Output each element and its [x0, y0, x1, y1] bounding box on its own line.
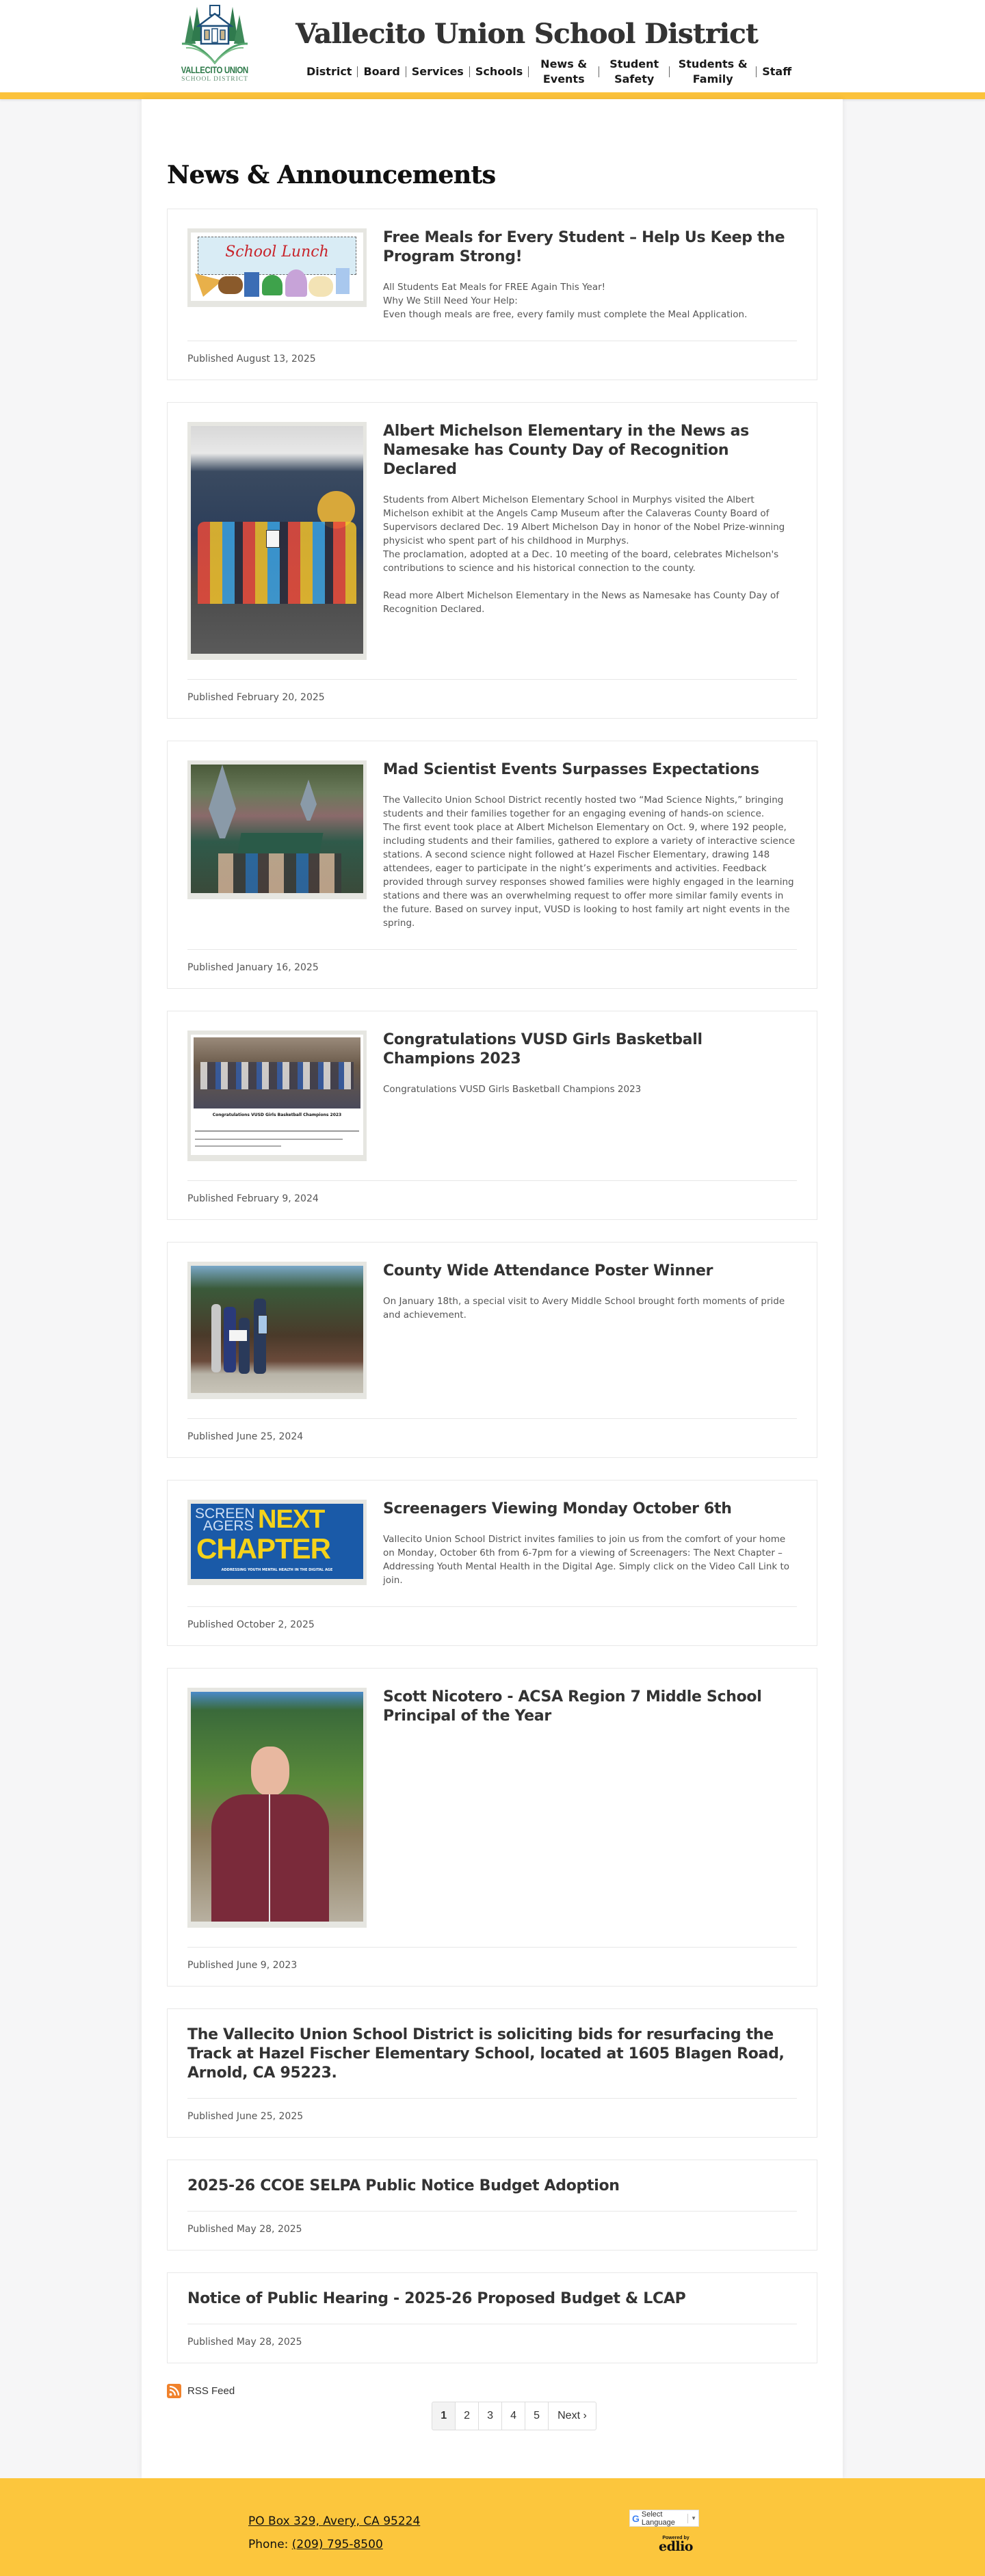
image-caption: School Lunch	[225, 243, 329, 261]
news-item	[167, 1242, 817, 1458]
poster-text: NEXT	[258, 1505, 325, 1534]
news-item	[167, 1668, 817, 1987]
summary-paragraph: On January 18th, a special visit to Avery Middle School brought forth moments of pride and achievement.	[383, 1296, 785, 1320]
summary-paragraph: The proclamation, adopted at a Dec. 10 meeting of the board, celebrates Michelson's contributions to science and his historical connection to the county.	[383, 549, 779, 574]
nav-students-family[interactable]: Students & Family	[678, 57, 748, 85]
news-title-link[interactable]: Notice of Public Hearing - 2025-26 Proposed Budget & LCAP	[187, 2290, 686, 2307]
publish-date: Published October 2, 2025	[187, 1619, 315, 1630]
pagination	[211, 2402, 817, 2430]
news-summary	[383, 793, 797, 930]
summary-line: Even though meals are free, every family must complete the Meal Application.	[383, 309, 748, 320]
publish-date: Published June 25, 2025	[187, 2111, 304, 2122]
rss-feed-link[interactable]	[167, 2384, 817, 2398]
phone-line	[248, 2538, 383, 2551]
news-title-link[interactable]: Congratulations VUSD Girls Basketball Champions 2023	[383, 1031, 702, 1067]
publish-date: Published February 9, 2024	[187, 1193, 319, 1204]
news-title-link[interactable]: Screenagers Viewing Monday October 6th	[383, 1500, 732, 1517]
image-caption: Congratulations VUSD Girls Basketball Champions 2023	[212, 1113, 342, 1117]
publish-date: Published May 28, 2025	[187, 2224, 302, 2235]
poster-winner-photo	[191, 1266, 363, 1393]
phone-label: Phone:	[248, 2538, 292, 2551]
rss-label: RSS Feed	[187, 2385, 235, 2397]
dropdown-arrow-icon: ▼	[691, 2515, 696, 2521]
page-5-button[interactable]: 5	[525, 2402, 549, 2430]
summary-line: All Students Eat Meals for FREE Again This Year!	[383, 282, 606, 293]
news-title-link[interactable]: County Wide Attendance Poster Winner	[383, 1262, 713, 1279]
nav-board[interactable]: Board	[363, 65, 400, 78]
principal-portrait	[191, 1692, 363, 1922]
news-item	[167, 2160, 817, 2250]
language-select-label: Select Language	[641, 2510, 675, 2527]
news-title-link[interactable]: Scott Nicotero - ACSA Region 7 Middle School Principal of the Year	[383, 1688, 762, 1725]
poster-text: CHAPTER	[196, 1532, 331, 1565]
news-title-link[interactable]: 2025-26 CCOE SELPA Public Notice Budget Adoption	[187, 2177, 620, 2194]
news-item	[167, 2008, 817, 2138]
news-item	[167, 1480, 817, 1646]
news-thumbnail[interactable]	[187, 760, 367, 899]
nav-district[interactable]: District	[306, 65, 352, 78]
news-thumbnail[interactable]	[187, 1500, 367, 1585]
publish-date: Published January 16, 2025	[187, 962, 319, 973]
news-item	[167, 1011, 817, 1220]
nav-schools[interactable]: Schools	[475, 65, 523, 78]
edlio-wordmark: edlio	[659, 2539, 693, 2554]
news-summary	[383, 1083, 797, 1096]
school-lunch-image	[191, 233, 363, 301]
page-title: News & Announcements	[167, 161, 496, 189]
page-2-button[interactable]: 2	[456, 2402, 479, 2430]
news-thumbnail[interactable]	[187, 1262, 367, 1399]
site-header	[0, 0, 985, 92]
summary-paragraph: The Vallecito Union School District recently hosted two “Mad Science Nights,” bringing students and their families together for an engaging evening of hands-on science.	[383, 795, 784, 819]
summary-line: Why We Still Need Your Help:	[383, 295, 518, 306]
news-thumbnail[interactable]	[187, 1031, 367, 1161]
news-title-link[interactable]: Free Meals for Every Student – Help Us Keep the Program Strong!	[383, 229, 785, 265]
news-thumbnail[interactable]	[187, 1688, 367, 1928]
district-logo[interactable]	[174, 1, 256, 89]
news-item	[167, 741, 817, 989]
poster-text: SCREEN	[195, 1506, 255, 1522]
news-title-link[interactable]: The Vallecito Union School District is soliciting bids for resurfacing the Track at Hazel Fischer Elementary School, located at 1605 Blagen Road, Arnold, CA 95223.	[187, 2026, 785, 2082]
publish-date: Published February 20, 2025	[187, 692, 325, 703]
publish-date: Published June 25, 2024	[187, 1431, 304, 1442]
next-page-button[interactable]: Next ›	[549, 2402, 596, 2430]
nav-services[interactable]: Services	[411, 65, 464, 78]
page-3-button[interactable]: 3	[479, 2402, 502, 2430]
site-title[interactable]: Vallecito Union School District	[296, 18, 758, 50]
news-summary	[383, 1294, 797, 1322]
summary-paragraph: Read more Albert Michelson Elementary in the News as Namesake has County Day of Recognition Declared.	[383, 590, 780, 615]
main-content	[142, 99, 843, 2478]
address-link[interactable]: PO Box 329, Avery, CA 95224	[248, 2514, 421, 2528]
main-nav	[301, 55, 797, 89]
news-thumbnail[interactable]	[187, 228, 367, 307]
publish-date: Published August 13, 2025	[187, 354, 316, 364]
news-title-link[interactable]: Mad Scientist Events Surpasses Expectations	[383, 761, 759, 778]
language-select[interactable]	[629, 2510, 699, 2527]
science-night-crowd-photo	[191, 765, 363, 893]
news-item	[167, 2272, 817, 2363]
rss-icon	[167, 2384, 181, 2398]
museum-group-photo	[191, 426, 363, 654]
summary-paragraph: Vallecito Union School District invites families to join us from the comfort of your home on Monday, October 6th from 6-7pm for a viewing of Screenagers: The Next Chapter – Addressing Youth Mental Health in the Digital Age. Simply click on the Video Call Link to join.	[383, 1534, 790, 1586]
news-item	[167, 402, 817, 719]
news-thumbnail[interactable]	[187, 422, 367, 660]
news-summary	[383, 493, 797, 616]
nav-staff[interactable]: Staff	[762, 65, 792, 78]
google-icon: G	[632, 2512, 640, 2524]
screenagers-poster	[191, 1504, 363, 1579]
summary-paragraph: The first event took place at Albert Michelson Elementary on Oct. 9, where 192 people, including students and their families, gathered to explore a variety of interactive science stations. A second science night followed at Hazel Fischer Elementary, drawing 148 attendees, eager to participate in the night’s experiments and activities. Feedback provided through survey responses showed families were highly engaged in the learning stations and there was an overwhelming request to offer more similar family events in the future. Based on survey input, VUSD is looking to host family art night events in the spring.	[383, 822, 796, 929]
powered-by-label: Powered by	[662, 2536, 690, 2540]
logo-text-primary: VALLECITO UNION	[181, 64, 249, 75]
divider	[687, 2514, 688, 2523]
poster-text: AGERS	[203, 1518, 254, 1534]
page-1-button[interactable]: 1	[432, 2402, 456, 2430]
basketball-team-photo	[191, 1035, 363, 1155]
summary-paragraph: Students from Albert Michelson Elementary School in Murphys visited the Albert Michelson exhibit at the Angels Camp Museum after the Calaveras County Board of Supervisors declared Dec. 19 Albert Michelson Day in honor of the Nobel Prize-winning physicist who spent part of his childhood in Murphys.	[383, 494, 785, 546]
summary-paragraph: Congratulations VUSD Girls Basketball Champions 2023	[383, 1084, 642, 1095]
news-title-link[interactable]: Albert Michelson Elementary in the News as Namesake has County Day of Recognition Declared	[383, 423, 749, 478]
publish-date: Published May 28, 2025	[187, 2337, 302, 2348]
logo-text-secondary: SCHOOL DISTRICT	[181, 76, 248, 83]
poster-text: ADDRESSING YOUTH MENTAL HEALTH IN THE DIGITAL AGE	[221, 1568, 333, 1572]
page-4-button[interactable]: 4	[502, 2402, 525, 2430]
nav-news-events[interactable]: News & Events	[540, 57, 588, 85]
header-accent-bar	[0, 92, 985, 99]
site-footer	[0, 2478, 985, 2576]
schoolhouse-logo-icon	[178, 1, 252, 64]
news-summary	[383, 1532, 797, 1587]
news-item	[167, 209, 817, 380]
news-summary	[383, 280, 797, 321]
edlio-logo-link[interactable]	[659, 2536, 693, 2553]
publish-date: Published June 9, 2023	[187, 1960, 298, 1971]
nav-student-safety[interactable]: Student Safety	[609, 57, 659, 85]
phone-link[interactable]: (209) 795-8500	[291, 2538, 383, 2551]
